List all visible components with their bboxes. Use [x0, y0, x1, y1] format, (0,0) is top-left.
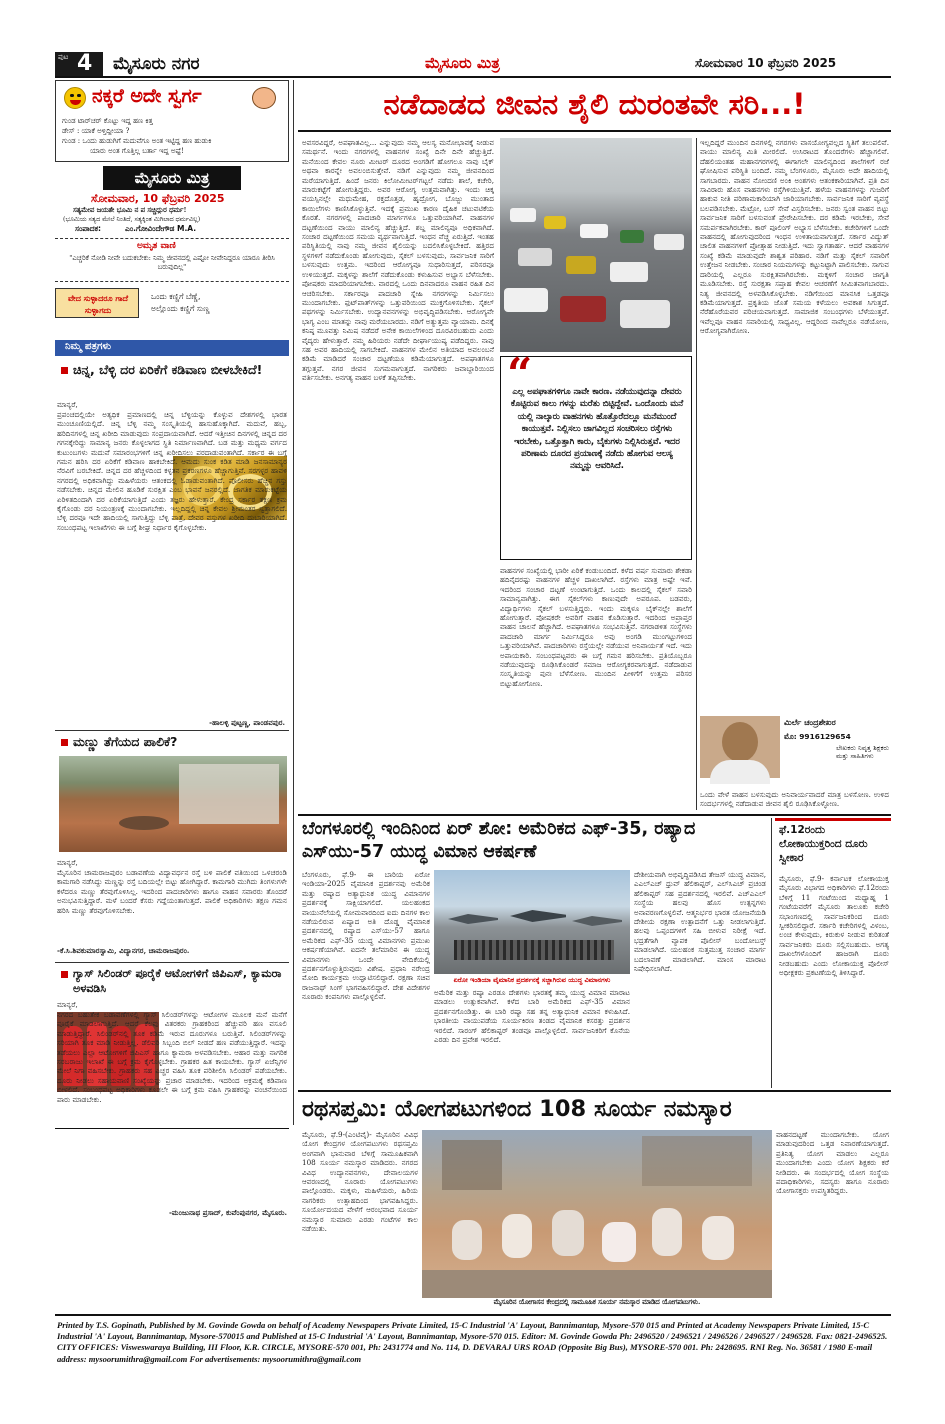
bullet-square-icon	[61, 367, 68, 374]
fighter-jets-photo	[434, 870, 630, 974]
traffic-jam-photo	[500, 138, 692, 352]
author-photo	[700, 716, 780, 778]
page-number: 4	[77, 51, 93, 76]
column-rule	[771, 818, 772, 1088]
editor-label: ಸಂಪಾದಕ:	[75, 224, 101, 233]
airshow-headline: ಬೆಂಗಳೂರಲ್ಲಿ ಇಂದಿನಿಂದ ಏರ್ ಶೋ: ಅಮೆರಿಕದ ಎಫ್-35, ರಷ್ಯಾದ ಎಸ್‌ಯು-57 ಯುದ್ಧ ವಿಮಾನ ಆಕರ್ಷಣೆ	[302, 819, 696, 862]
column-rule	[293, 80, 294, 1125]
airshow-body-col-1: ಬೆಂಗಳೂರು, ಫೆ.9- ಈ ಬಾರಿಯ ಏರೋ ಇಂಡಿಯಾ-2025 ವೈಮಾನಿಕ ಪ್ರದರ್ಶನವು ಅಮೆರಿಕ ಮತ್ತು ರಷ್ಯಾದ ಅತ್ಯಾಧುನಿಕ ಯುದ್ಧ ವಿಮಾನಗಳ ಪ್ರದರ್ಶನಕ್ಕೆ ಸಾಕ್ಷಿಯಾಗಲಿದೆ. ಯಲಹಂಕದ ವಾಯುನೆಲೆಯಲ್ಲಿ ಸೋಮವಾರದಿಂದ ಐದು ದಿನಗಳ ಕಾಲ ನಡೆಯಲಿರುವ ಏಷ್ಯಾದ ಅತಿ ದೊಡ್ಡ ವೈಮಾನಿಕ ಪ್ರದರ್ಶನದಲ್ಲಿ ರಷ್ಯಾದ ಎಸ್‌ಯು-57 ಹಾಗೂ ಅಮೆರಿಕದ ಎಫ್-35 ಯುದ್ಧ ವಿಮಾನಗಳು ಪ್ರಮುಖ ಆಕರ್ಷಣೆಯಾಗಿವೆ. ಐದನೇ ತಲೆಮಾರಿನ ಈ ಯುದ್ಧ ವಿಮಾನಗಳು ಒಂದೇ ವೇದಿಕೆಯಲ್ಲಿ ಪ್ರದರ್ಶನಗೊಳ್ಳುತ್ತಿರುವುದು ವಿಶೇಷ. ಪ್ರಧಾನಿ ನರೇಂದ್ರ ಮೋದಿ ಕಾರ್ಯಕ್ರಮ ಉದ್ಘಾಟಿಸಲಿದ್ದಾರೆ. ರಕ್ಷಣಾ ಸಚಿವ ರಾಜನಾಥ್ ಸಿಂಗ್ ಭಾಗವಹಿಸಲಿದ್ದಾರೆ. ದೇಶ ವಿದೇಶಗಳ ನೂರಾರು ಕಂಪನಿಗಳು ಪಾಲ್ಗೊಳ್ಳಲಿವೆ.	[302, 870, 433, 1002]
lead-body-col-1: ಅವಸರವಿದ್ದರೆ, ಅಪಘಾತವಿಲ್ಲ... ಎನ್ನುವುದು ನಮ್ಮ ಆಲಸ್ಯ ಮನೋಭಾವಕ್ಕೆ ನೀಡುವ ಸಮರ್ಥನೆ. ಇಂದು ನಗರಗಳಲ್ಲಿ ವಾಹನಗಳ ಸಂಖ್ಯೆ ದಿನೇ ದಿನೇ ಹೆಚ್ಚುತ್ತಿದೆ. ಮನೆಯಿಂದ ಕೇವಲ ನೂರು ಮೀಟರ್ ದೂರದ ಅಂಗಡಿಗೆ ಹೋಗಲೂ ನಾವು ಬೈಕ್ ಅಥವಾ ಕಾರನ್ನೇ ಅವಲಂಬಿಸುತ್ತೇವೆ. ನಡಿಗೆ ಎನ್ನುವುದು ನಮ್ಮ ಜೀವನದಿಂದ ಮರೆಯಾಗುತ್ತಿದೆ. ಹಿಂದೆ ಜನರು ಕಿಲೋಮೀಟರ್‌ಗಟ್ಟಲೆ ನಡೆದು ಶಾಲೆ, ಕಚೇರಿ, ಮಾರುಕಟ್ಟೆಗೆ ಹೋಗುತ್ತಿದ್ದರು. ಅವರ ಆರೋಗ್ಯ ಉತ್ತಮವಾಗಿತ್ತು. ಇಂದು ಚಿಕ್ಕ ವಯಸ್ಸಿನಲ್ಲೇ ಮಧುಮೇಹ, ರಕ್ತದೊತ್ತಡ, ಹೃದ್ರೋಗ, ಬೊಜ್ಜು ಮುಂತಾದ ಕಾಯಿಲೆಗಳು ಕಾಣಿಸಿಕೊಳ್ಳುತ್ತಿವೆ. ಇದಕ್ಕೆ ಪ್ರಮುಖ ಕಾರಣ ದೈಹಿಕ ಚಟುವಟಿಕೆಯ ಕೊರತೆ. ನಗರಗಳಲ್ಲಿ ಪಾದಚಾರಿ ಮಾರ್ಗಗಳೂ ಒತ್ತುವರಿಯಾಗಿವೆ. ವಾಹನಗಳ ದಟ್ಟಣೆಯಿಂದ ವಾಯು ಮಾಲಿನ್ಯ ಹೆಚ್ಚುತ್ತಿದೆ. ಶಬ್ದ ಮಾಲಿನ್ಯವೂ ಅಧಿಕವಾಗಿದೆ. ಸಂಚಾರ ದಟ್ಟಣೆಯಿಂದ ಸಮಯ ವ್ಯರ್ಥವಾಗುತ್ತಿದೆ. ಇಂಧನ ವೆಚ್ಚ ಏರುತ್ತಿದೆ. ಇಂತಹ ಪರಿಸ್ಥಿತಿಯಲ್ಲಿ ನಾವು ನಮ್ಮ ಜೀವನ ಶೈಲಿಯನ್ನು ಬದಲಿಸಿಕೊಳ್ಳಬೇಕಿದೆ. ಹತ್ತಿರದ ಸ್ಥಳಗಳಿಗೆ ನಡೆದುಕೊಂಡು ಹೋಗುವುದು, ಸೈಕಲ್ ಬಳಸುವುದು, ಸಾರ್ವಜನಿಕ ಸಾರಿಗೆ ಬಳಸುವುದು ಉತ್ತಮ. ಇದರಿಂದ ಆರೋಗ್ಯವೂ ಸುಧಾರಿಸುತ್ತದೆ, ಪರಿಸರವೂ ಉಳಿಯುತ್ತದೆ. ಮಕ್ಕಳನ್ನು ಶಾಲೆಗೆ ನಡೆದುಕೊಂಡು ಕಳುಹಿಸುವ ಅಭ್ಯಾಸ ಬೆಳೆಸಬೇಕು. ಪೋಷಕರು ಮಾದರಿಯಾಗಬೇಕು. ವಾರದಲ್ಲಿ ಒಂದು ದಿನವಾದರೂ ವಾಹನ ರಹಿತ ದಿನ ಆಚರಿಸಬೇಕು. ಸರ್ಕಾರವೂ ಪಾದಚಾರಿ ಸ್ನೇಹಿ ನಗರಗಳನ್ನು ನಿರ್ಮಿಸಲು ಮುಂದಾಗಬೇಕು. ಫುಟ್‌ಪಾತ್‌ಗಳನ್ನು ಒತ್ತುವರಿಯಿಂದ ಮುಕ್ತಗೊಳಿಸಬೇಕು. ಸೈಕಲ್ ಪಥಗಳನ್ನು ನಿರ್ಮಿಸಬೇಕು. ಉದ್ಯಾನವನಗಳನ್ನು ಅಭಿವೃದ್ಧಿಪಡಿಸಬೇಕು. ಆರೋಗ್ಯವೇ ಭಾಗ್ಯ ಎಂಬ ಮಾತನ್ನು ನಾವು ಮರೆಯಬಾರದು. ನಡಿಗೆ ಅತ್ಯುತ್ತಮ ವ್ಯಾಯಾಮ. ದಿನಕ್ಕೆ ಕನಿಷ್ಠ ಮೂವತ್ತು ನಿಮಿಷ ನಡೆದರೆ ಅನೇಕ ಕಾಯಿಲೆಗಳಿಂದ ದೂರವಿರಬಹುದು ಎಂದು ವೈದ್ಯರು ಹೇಳುತ್ತಾರೆ. ನಮ್ಮ ಹಿರಿಯರು ನಡೆದೇ ದೀರ್ಘಾಯುಷ್ಯ ಪಡೆದಿದ್ದರು. ನಾವು ಸಹ ಅವರ ಹಾದಿಯಲ್ಲಿ ಸಾಗಬೇಕಿದೆ. ವಾಹನಗಳ ಮೇಲಿನ ಅತಿಯಾದ ಅವಲಂಬನೆ ಕಡಿಮೆ ಮಾಡಿದರೆ ಸಂಚಾರ ದಟ್ಟಣೆಯೂ ಕಡಿಮೆಯಾಗುತ್ತದೆ. ಅಪಘಾತಗಳೂ ತಗ್ಗುತ್ತವೆ. ನಗರ ಜೀವನ ಸುಗಮವಾಗುತ್ತದೆ. ನಾಗರಿಕರು ಜವಾಬ್ದಾರಿಯಿಂದ ವರ್ತಿಸಬೇಕು. ಅನಗತ್ಯ ವಾಹನ ಬಳಕೆ ತಪ್ಪಿಸಬೇಕು.	[302, 138, 497, 383]
lokayukta-headline-box	[775, 818, 891, 868]
page-number-box	[55, 52, 103, 76]
letter-1	[55, 362, 289, 732]
joke-line: ಯಾರು ಅಂತ ಗೊತ್ತಿಲ್ಲ ಬರ್ತಾ ಇದ್ದ ಅಷ್ಟೆ!	[90, 147, 184, 155]
letter-title: ಚಿನ್ನ, ಬೆಳ್ಳಿ ದರ ಏರಿಕೆಗೆ ಕಡಿವಾಣ ಬೀಳಬೇಕಿದೆ!	[73, 362, 263, 377]
proverb-line-1: ಒಂದು ಕಣ್ಣಿಗೆ ಬೆಣ್ಣೆ,	[151, 292, 201, 301]
letter-salutation: ಮಾನ್ಯರೆ,	[57, 858, 78, 867]
lead-body-col-2: ವಾಹನಗಳ ಸಂಖ್ಯೆಯಲ್ಲಿ ಭಾರೀ ಏರಿಕೆ ಕಂಡುಬಂದಿದೆ. ಕಳೆದ ವರ್ಷ ಸುಮಾರು ಶೇಕಡಾ ಹದಿನೈದರಷ್ಟು ವಾಹನಗಳ ಹೆಚ್ಚಳ ದಾಖಲಾಗಿದೆ. ರಸ್ತೆಗಳು ಮಾತ್ರ ಅಷ್ಟೇ ಇವೆ. ಇದರಿಂದ ಸಂಚಾರ ದಟ್ಟಣೆ ಉಂಟಾಗುತ್ತಿದೆ. ಒಂದು ಕಾಲದಲ್ಲಿ ಸೈಕಲ್ ಸವಾರಿ ಸಾಮಾನ್ಯವಾಗಿತ್ತು. ಈಗ ಸೈಕಲ್‌ಗಳು ಕಾಣುವುದೇ ಅಪರೂಪ. ಬಡವರು, ವಿದ್ಯಾರ್ಥಿಗಳು ಸೈಕಲ್ ಬಳಸುತ್ತಿದ್ದರು. ಇಂದು ಮಕ್ಕಳೂ ಬೈಕ್‌ನಲ್ಲೇ ಶಾಲೆಗೆ ಹೋಗುತ್ತಾರೆ. ಪೋಷಕರೇ ಅವರಿಗೆ ವಾಹನ ಕೊಡಿಸುತ್ತಾರೆ. ಇದರಿಂದ ಅಪ್ರಾಪ್ತರ ವಾಹನ ಚಾಲನೆ ಹೆಚ್ಚಾಗಿದೆ. ಅಪಘಾತಗಳೂ ಸಂಭವಿಸುತ್ತಿವೆ. ನಗರಾಡಳಿತ ಸಂಸ್ಥೆಗಳು ಪಾದಚಾರಿ ಮಾರ್ಗ ನಿರ್ಮಿಸಿದ್ದರೂ ಅವು ಅಂಗಡಿ ಮುಂಗಟ್ಟುಗಳಿಂದ ಒತ್ತುವರಿಯಾಗಿವೆ. ಪಾದಚಾರಿಗಳು ರಸ್ತೆಯಲ್ಲೇ ನಡೆಯುವ ಅನಿವಾರ್ಯತೆ ಇದೆ. ಇದು ಅಪಾಯಕಾರಿ. ಸಂಬಂಧಪಟ್ಟವರು ಈ ಬಗ್ಗೆ ಗಮನ ಹರಿಸಬೇಕು. ಪ್ರತಿಯೊಬ್ಬರೂ ನಡೆಯುವುದನ್ನು ರೂಢಿಸಿಕೊಂಡರೆ ಸಮಾಜ ಆರೋಗ್ಯಕರವಾಗುತ್ತದೆ. ನಡೆದಾಡುವ ಸಂಸ್ಕೃತಿಯನ್ನು ಪುನಃ ಬೆಳೆಸೋಣ. ಮುಂದಿನ ಪೀಳಿಗೆಗೆ ಉತ್ತಮ ಪರಿಸರ ಬಿಟ್ಟುಹೋಗೋಣ.	[500, 566, 695, 688]
yoga-session-photo	[422, 1130, 772, 1298]
section-rule	[298, 814, 891, 816]
pull-quote-box	[500, 349, 692, 560]
letter-title: ಗ್ಯಾಸ್ ಸಿಲಿಂಡರ್ ಪೂರೈಕೆ ಆಟೋಗಳಿಗೆ ಜಿಪಿಎಸ್, ಕ್ಯಾಮರಾ ಅಳವಡಿಸಿ	[73, 967, 282, 995]
divider	[55, 730, 289, 731]
cartoon-face-icon	[252, 87, 276, 109]
soil-heap-photo	[59, 756, 287, 852]
yoga-caption: ಮೈಸೂರಿನ ಯೋಗಾಸನ ಕೇಂದ್ರದಲ್ಲಿ ಸಾಮೂಹಿಕ ಸೂರ್ಯ ನಮಸ್ಕಾರ ಮಾಡಿದ ಯೋಗಪಟುಗಳು.	[493, 1298, 701, 1306]
motto-line: ಸತ್ಯಮೇವ ಜಯತೇ ಭೂಮಿ ನ ಪ ಸಚ್ಚಿದ್ಗುರ ಧರ್ಮ!	[73, 206, 187, 214]
letter-signature: -ಕೆ.ಸಿ.ಶಿವಕುಮಾರಸ್ವಾಮಿ, ವಿದ್ಯಾನಗರ, ಚಾಮರಾಜಪುರಂ.	[57, 946, 190, 955]
page-label: ಪುಟ	[58, 53, 69, 61]
amrutha-text: "ಎಚ್ಚರಿಕೆ ನೋಡಿ ನೀವೇ ಬದುಕಬೇಕು: ನಿಮ್ಮ ಜೀವನದಲ್ಲಿ ಎಷ್ಟೋ ನೀವೇನಿದ್ದರೂ ಯಾರೂ ತೀರಿಸಿ ಬರುವುದಿಲ್ಲ"	[69, 254, 277, 272]
author-box	[700, 716, 892, 786]
lead-body-tail: ಒಂದು ವೇಳೆ ವಾಹನ ಬಳಸುವುದು ಅನಿವಾರ್ಯವಾದರೆ ಮಾತ್ರ ಬಳಸೋಣ. ಉಳಿದ ಸಂದರ್ಭಗಳಲ್ಲಿ ನಡೆದಾಡುವ ಜೀವನ ಶೈಲಿ ರೂಢಿಸಿಕೊಳ್ಳೋಣ.	[700, 790, 892, 809]
letter-body: ನಗರದ ಬಹುತೇಕ ಬಡಾವಣೆಗಳಲ್ಲಿ ಗ್ಯಾಸ್ ಸಿಲಿಂಡರ್‌ಗಳನ್ನು ಆಟೋಗಳ ಮೂಲಕ ಮನೆ ಮನೆಗೆ ಪೂರೈಕೆ ಮಾಡಲಾಗುತ್ತಿದೆ. ಆದರೆ ಕೆಲವು ವಿತರಕರು ಗ್ರಾಹಕರಿಂದ ಹೆಚ್ಚುವರಿ ಹಣ ವಸೂಲಿ ಮಾಡುತ್ತಿದ್ದಾರೆ. ಸಿಲಿಂಡರ್‌ನಲ್ಲಿ ತೂಕ ಕಡಿಮೆ ಇರುವ ದೂರುಗಳೂ ಬರುತ್ತಿವೆ. ಸಿಲಿಂಡರ್‌ಗಳನ್ನು ಸರಿಯಾಗಿ ತೂಕ ಮಾಡಿ ನೀಡುತ್ತಿಲ್ಲ. ಡೆಲಿವರಿ ಸಿಬ್ಬಂದಿ ಬಿಲ್ ನೀಡದೆ ಹಣ ಪಡೆಯುತ್ತಿದ್ದಾರೆ. ಇದನ್ನು ತಡೆಯಲು ಎಲ್ಲಾ ಆಟೋಗಳಿಗೆ ಜಿಪಿಎಸ್ ಹಾಗೂ ಕ್ಯಾಮರಾ ಅಳವಡಿಸಬೇಕು. ಆಹಾರ ಮತ್ತು ನಾಗರಿಕ ಸರಬರಾಜು ಇಲಾಖೆ ಈ ಬಗ್ಗೆ ಕ್ರಮ ಕೈಗೊಳ್ಳಬೇಕು. ಗ್ರಾಹಕರ ಹಿತ ಕಾಯಬೇಕು. ಗ್ಯಾಸ್ ಏಜೆನ್ಸಿಗಳ ಮೇಲೆ ನಿಗಾ ವಹಿಸಬೇಕು. ಗ್ರಾಹಕರು ಸಹ ಎಚ್ಚರ ವಹಿಸಿ ತೂಕ ಪರಿಶೀಲಿಸಿ ಸಿಲಿಂಡರ್ ಪಡೆಯಬೇಕು. ದೂರು ನೀಡಲು ಸಹಾಯವಾಣಿ ಸಂಖ್ಯೆಯನ್ನು ಪ್ರಚಾರ ಮಾಡಬೇಕು. ಇದರಿಂದ ಅಕ್ರಮಕ್ಕೆ ಕಡಿವಾಣ ಬೀಳಲಿದೆ. ಸಂಬಂಧಪಟ್ಟ ಅಧಿಕಾರಿಗಳು ಕೂಡಲೇ ಈ ಬಗ್ಗೆ ಕ್ರಮ ವಹಿಸಿ ಗ್ರಾಹಕರನ್ನು ವಂಚನೆಯಿಂದ ಪಾರು ಮಾಡಬೇಕು.	[57, 1010, 290, 1104]
paper-name: ಮೈಸೂರು ಮಿತ್ರ	[425, 54, 500, 72]
divider	[55, 962, 289, 963]
section-name: ಮೈಸೂರು ನಗರ	[113, 54, 200, 74]
joke-line: ಗುಂಡ ಟಾರ್‌ಚರ್ ಕೊಟ್ಟು ಇದ್ದ ಹಣ ಕಿತ್ತ	[62, 117, 153, 125]
author-phone: ಮೊ: 9916129654	[784, 732, 851, 741]
letter-title: ಮಣ್ಣು ತೆಗೆಯದ ಪಾಲಿಕೆ?	[73, 734, 178, 749]
proverb-label-text: ವೇದ ಸುಳ್ಳಾದರೂ ಗಾದೆ ಸುಳ್ಳಾಗದು	[67, 293, 131, 315]
lokayukta-headline: ಫೆ.12ರಂದು ಲೋಕಾಯುಕ್ತರಿಂದ ದೂರು ಸ್ವೀಕಾರ	[779, 824, 868, 864]
paper-logo	[103, 166, 241, 190]
imprint-rule	[55, 1128, 289, 1129]
letter-body: ಮೈಸೂರಿನ ಚಾಮರಾಜಪುರಂ ಬಡಾವಣೆಯ ವಿದ್ಯಾವರ್ಧನ ರಸ್ತೆ ಬಳಿ ಪಾಲಿಕೆ ವತಿಯಿಂದ ಒಳಚರಂಡಿ ಕಾಮಗಾರಿ ನಡೆಸಿದ್ದು ಮಣ್ಣನ್ನು ರಸ್ತೆ ಬದಿಯಲ್ಲೇ ಬಿಟ್ಟು ಹೋಗಿದ್ದಾರೆ. ಕಾಮಗಾರಿ ಮುಗಿದು ತಿಂಗಳುಗಳೇ ಕಳೆದರೂ ಮಣ್ಣು ತೆರವುಗೊಳಿಸಿಲ್ಲ. ಇದರಿಂದ ಪಾದಚಾರಿಗಳು ಹಾಗೂ ವಾಹನ ಸವಾರರು ತೊಂದರೆ ಅನುಭವಿಸುತ್ತಿದ್ದಾರೆ. ಮಳೆ ಬಂದರೆ ಕೆಸರು ಗದ್ದೆಯಂತಾಗುತ್ತದೆ. ಪಾಲಿಕೆ ಅಧಿಕಾರಿಗಳು ತಕ್ಷಣ ಗಮನ ಹರಿಸಿ ಮಣ್ಣು ತೆರವುಗೊಳಿಸಬೇಕು.	[57, 868, 290, 915]
issue-date: ಸೋಮವಾರ 10 ಫೆಬ್ರವರಿ 2025	[695, 56, 837, 70]
joke-line: ಗುಂಡ : ಒಂದು ಹುಡುಗಿಗೆ ಮದುವೆಗೂ ಅಂತ ಇಟ್ಟಿದ್ದ ಹಣ ಹುಡುಕಿ	[62, 137, 212, 145]
lokayukta-article	[775, 818, 891, 1088]
yoga-body-col-1: ಮೈಸೂರು, ಫೆ.9-(ಎಂಟಿವೈ)- ಮೈಸೂರಿನ ವಿವಿಧ ಯೋಗ ಕೇಂದ್ರಗಳ ಯೋಗಪಟುಗಳು ರಥಸಪ್ತಮಿ ಅಂಗವಾಗಿ ಭಾನುವಾರ ಬೆಳಿಗ್ಗೆ ಸಾಮೂಹಿಕವಾಗಿ 108 ಸೂರ್ಯ ನಮಸ್ಕಾರ ಮಾಡಿದರು. ನಗರದ ವಿವಿಧ ಉದ್ಯಾನವನಗಳು, ದೇವಾಲಯಗಳ ಆವರಣದಲ್ಲಿ ನೂರಾರು ಯೋಗಪಟುಗಳು ಪಾಲ್ಗೊಂಡರು. ಮಕ್ಕಳು, ಮಹಿಳೆಯರು, ಹಿರಿಯ ನಾಗರಿಕರು ಉತ್ಸಾಹದಿಂದ ಭಾಗವಹಿಸಿದ್ದರು. ಸೂರ್ಯೋದಯದ ವೇಳೆಗೆ ಆರಂಭವಾದ ಸೂರ್ಯ ನಮಸ್ಕಾರ ಸುಮಾರು ಎರಡು ಗಂಟೆಗಳ ಕಾಲ ನಡೆಯಿತು.	[302, 1130, 421, 1234]
column-rule	[696, 138, 697, 810]
paper-box-date: ಸೋಮವಾರ, 10 ಫೆಬ್ರವರಿ 2025	[91, 192, 225, 205]
yoga-headline: ರಥಸಪ್ತಮಿ: ಯೋಗಪಟುಗಳಿಂದ 108 ಸೂರ್ಯ ನಮಸ್ಕಾರ	[302, 1096, 732, 1122]
lokayukta-body: ಮೈಸೂರು, ಫೆ.9- ಕರ್ನಾಟಕ ಲೋಕಾಯುಕ್ತ ಮೈಸೂರು ವಿಭಾಗದ ಅಧಿಕಾರಿಗಳು ಫೆ.12ರಂದು ಬೆಳಿಗ್ಗೆ 11 ಗಂಟೆಯಿಂದ ಮಧ್ಯಾಹ್ನ 1 ಗಂಟೆಯವರೆಗೆ ಮೈಸೂರು ತಾಲೂಕು ಕಚೇರಿ ಸಭಾಂಗಣದಲ್ಲಿ ಸಾರ್ವಜನಿಕರಿಂದ ದೂರು ಸ್ವೀಕರಿಸಲಿದ್ದಾರೆ. ಸರ್ಕಾರಿ ಕಚೇರಿಗಳಲ್ಲಿ ವಿಳಂಬ, ಲಂಚ ಕೇಳುವುದು, ಕಿರುಕುಳ ನೀಡುವ ಕುರಿತಂತೆ ಸಾರ್ವಜನಿಕರು ದೂರು ಸಲ್ಲಿಸಬಹುದು. ಅಗತ್ಯ ದಾಖಲೆಗಳೊಂದಿಗೆ ಹಾಜರಾಗಿ ದೂರು ನೀಡಬಹುದು ಎಂದು ಲೋಕಾಯುಕ್ತ ಪೊಲೀಸ್ ಅಧೀಕ್ಷಕರು ಪ್ರಕಟಣೆಯಲ್ಲಿ ತಿಳಿಸಿದ್ದಾರೆ.	[779, 874, 892, 978]
joke-box	[55, 80, 289, 162]
quote-mark-icon: “	[507, 349, 533, 400]
letter-salutation: ಮಾನ್ಯರೆ,	[57, 1000, 78, 1009]
author-name-bar	[700, 778, 820, 786]
yoga-article	[298, 1094, 891, 1308]
proverb-box	[55, 286, 289, 320]
lead-article	[298, 82, 891, 812]
airshow-article	[298, 818, 768, 1088]
yoga-body-col-3: ವಾಹನದಟ್ಟಣೆ ಮುಂದಾಗಬೇಕು. ಯೋಗ ಮಾಡುವುದರಿಂದ ಒತ್ತಡ ನಿವಾರಣೆಯಾಗುತ್ತದೆ. ಪ್ರತಿನಿತ್ಯ ಯೋಗ ಮಾಡಲು ಎಲ್ಲರೂ ಮುಂದಾಗಬೇಕು ಎಂದು ಯೋಗ ಶಿಕ್ಷಕರು ಕರೆ ನೀಡಿದರು. ಈ ಸಂದರ್ಭದಲ್ಲಿ ಯೋಗ ಸಂಸ್ಥೆಯ ಪದಾಧಿಕಾರಿಗಳು, ಸದಸ್ಯರು ಹಾಗೂ ನೂರಾರು ಯೋಗಾಸಕ್ತರು ಉಪಸ್ಥಿತರಿದ್ದರು.	[776, 1130, 892, 1196]
red-stripe	[775, 818, 891, 821]
joke-title: ನಕ್ಕರೆ ಅದೇ ಸ್ವರ್ಗ	[92, 85, 202, 107]
airshow-caption: ಏರೋ ಇಂಡಿಯಾ ವೈಮಾನಿಕ ಪ್ರದರ್ಶನಕ್ಕೆ ಸಜ್ಜಾಗಿರುವ ಯುದ್ಧ ವಿಮಾನಗಳು	[453, 976, 611, 984]
imprint-block	[55, 1314, 891, 1378]
amrutha-title: ಅಮೃತ ವಾಣಿ	[137, 241, 176, 251]
lead-headline: ನಡೆದಾಡದ ಜೀವನ ಶೈಲಿ ದುರಂತವೇ ಸರಿ...!	[383, 87, 806, 121]
headline-rule	[298, 130, 891, 132]
proverb-line-2: ಅಲ್ಲೊಂದು ಕಣ್ಣಿಗೆ ಸುಣ್ಣ	[151, 304, 210, 313]
letter-body: ಪ್ರಪಂಚದಲ್ಲಿಯೇ ಅತ್ಯಧಿಕ ಪ್ರಮಾಣದಲ್ಲಿ ಚಿನ್ನ ಬೆಳ್ಳಿಯನ್ನು ಕೊಳ್ಳುವ ದೇಶಗಳಲ್ಲಿ ಭಾರತ ಮುಂಚೂಣಿಯಲ್ಲಿದೆ. ಚಿನ್ನ ಬೆಳ್ಳಿ ನಮ್ಮ ಸಂಸ್ಕೃತಿಯಲ್ಲಿ ಹಾಸುಹೊಕ್ಕಾಗಿದೆ. ಮದುವೆ, ಹಬ್ಬ, ಹರಿದಿನಗಳಲ್ಲಿ ಚಿನ್ನ ಖರೀದಿ ಮಾಡುವುದು ಸಂಪ್ರದಾಯವಾಗಿದೆ. ಆದರೆ ಇತ್ತೀಚಿನ ದಿನಗಳಲ್ಲಿ ಚಿನ್ನದ ದರ ಗಗನಕ್ಕೇರಿದ್ದು ಸಾಮಾನ್ಯ ಜನರು ಕೊಳ್ಳಲಾಗದ ಸ್ಥಿತಿ ನಿರ್ಮಾಣವಾಗಿದೆ. ಬಡ ಮತ್ತು ಮಧ್ಯಮ ವರ್ಗದ ಕುಟುಂಬಗಳು ಮದುವೆ ಸಮಾರಂಭಗಳಿಗೆ ಚಿನ್ನ ಖರೀದಿಸಲು ಪರದಾಡುವಂತಾಗಿದೆ. ಸರ್ಕಾರ ಈ ಬಗ್ಗೆ ಗಮನ ಹರಿಸಿ ದರ ಏರಿಕೆಗೆ ಕಡಿವಾಣ ಹಾಕಬೇಕಿದೆ. ಆಮದು ಸುಂಕ ಕಡಿತ ಮಾಡಿ ಜನಸಾಮಾನ್ಯರ ನೆರವಿಗೆ ಬರಬೇಕಿದೆ. ಚಿನ್ನದ ದರ ಹೆಚ್ಚಳದಿಂದ ಕಳ್ಳತನ ಪ್ರಕರಣಗಳೂ ಹೆಚ್ಚಾಗುತ್ತಿವೆ. ಸರಗಳ್ಳರ ಹಾವಳಿ ನಗರದಲ್ಲಿ ಅಧಿಕವಾಗಿದ್ದು ಮಹಿಳೆಯರು ಆತಂಕದಲ್ಲಿ ಓಡಾಡುವಂತಾಗಿದೆ. ಪೊಲೀಸರು ಹೆಚ್ಚಿನ ಗಸ್ತು ನಡೆಸಬೇಕು. ಚಿನ್ನದ ಮೇಲಿನ ಹೂಡಿಕೆ ಸುರಕ್ಷಿತ ಎಂಬ ಭಾವನೆ ಜನರಲ್ಲಿದೆ. ಜಾಗತಿಕ ಮಾರುಕಟ್ಟೆಯ ಏರಿಳಿತದಿಂದಾಗಿ ದರ ಏರಿಕೆಯಾಗುತ್ತಿದೆ ಎಂದು ತಜ್ಞರು ಹೇಳುತ್ತಾರೆ. ಕೇಂದ್ರ ಸರ್ಕಾರ ತಕ್ಷಣ ಕ್ರಮ ಕೈಗೊಂಡು ದರ ನಿಯಂತ್ರಣಕ್ಕೆ ಮುಂದಾಗಬೇಕು. ಇಲ್ಲದಿದ್ದಲ್ಲಿ ಚಿನ್ನ ಕೇವಲ ಶ್ರೀಮಂತರ ಸ್ವತ್ತಾಗಲಿದೆ. ಬೆಳ್ಳಿ ದರವೂ ಇದೇ ಹಾದಿಯಲ್ಲಿ ಸಾಗುತ್ತಿದ್ದು ಬೆಳ್ಳಿ ಪಾತ್ರೆ, ದೇವರ ವಸ್ತುಗಳ ಖರೀದಿ ದುಬಾರಿಯಾಗಿದೆ. ಸಂಬಂಧಪಟ್ಟ ಇಲಾಖೆಗಳು ಈ ಬಗ್ಗೆ ಶೀಘ್ರ ನಿರ್ಧಾರ ಕೈಗೊಳ್ಳಬೇಕು.	[57, 410, 290, 532]
imprint-text: Printed by T.S. Gopinath, Published by M. Govinde Gowda on behalf of Academy Newspapers Private Limited, 15-C Industrial 'A' Layout, Bannimantap, Mysore-570 015 and Printed at Academy Newspapers Private Limited, 15-C Industrial 'A' Layout, Bannimantap, Mysore-570015 and Published at 15-C Industrial 'A' Layout, Bannimantap, Mysore-570 015. Editor: M. Govinde Gowda Ph: 2496520 / 2496521 / 2496526 / 2496527 / 2496528. Fax: 0821-2496525. CITY OFFICES: Visweswaraya Building, III Floor, K.R. CIRCLE, MYSORE-570 001, Ph: 2431774 and No. 114, D. DEVARAJ URS ROAD (Opposite Big Bus), MYSORE-570 001. Ph: 2428695. RNI Reg. No. 36581 / 1980 E-mail address: mysoorumithra@gmail.com For advertisements: mysoorumithra@gmail.com	[57, 1320, 890, 1364]
paper-info-box	[55, 166, 289, 232]
masthead	[55, 50, 891, 78]
author-note: ಲೇಖಕರು ನಿವೃತ್ತ ಶಿಕ್ಷಕರು ಮತ್ತು ಸಾಹಿತಿಗಳು	[836, 744, 892, 761]
letters-header	[55, 340, 289, 356]
bullet-square-icon	[61, 971, 68, 978]
joke-line: ಡೇಸ್ : ಯಾಕೆ ಅಳ್ತಿದ್ದೀಯಾ ?	[62, 127, 130, 135]
amrutha-vani-box	[55, 238, 289, 282]
pull-quote-text: ಎಲ್ಲ ಅಪಘಾತಗಳಿಗೂ ನಾವೇ ಕಾರಣ. ನಡೆಯುವುದನ್ನಾ ದೇವರು ಕೊಟ್ಟಿರುವ ಕಾಲು ಗಳನ್ನು ಮರೆತು ಬಿಟ್ಟಿದ್ದೇವೆ. ಒಂದೊಂದು ಮನೆ ಯಲ್ಲಿ ನಾಲ್ಕಾರು ವಾಹನಗಳು ಹೊತ್ತೊರೆದಲ್ಲೂ ಮನೆಮುಂದೆ ಕಾಯುತ್ತವೆ. ನಿಲ್ಲಿಸಲು ಜಾಗವಿಲ್ಲದ ಸಂಚರಿಸಲು ರಸ್ತೆಗಳು ಇರಬೇಕು, ಒತ್ತೊತ್ತಾಗಿ ಕಾರು, ಬೈಕುಗಳು ನಿಲ್ಲಿಸಿರುತ್ತವೆ. ಇದರ ಪರಿಣಾಮ ದೂರದ ಪ್ರಯಾಣಕ್ಕೆ ನಡೆದು ಹೋಗುವ ಆಲಸ್ಯ ನಮ್ಮನ್ನು ಆವರಿಸಿದೆ.	[510, 386, 684, 471]
letter-signature: -ಮಂಜುನಾಥ ಪ್ರಸಾದ್, ಕುವೆಂಪುನಗರ, ಮೈಸೂರು.	[168, 1208, 287, 1217]
airshow-body-col-3: ದೇಶೀಯವಾಗಿ ಅಭಿವೃದ್ಧಿಪಡಿಸಿದ ತೇಜಸ್ ಯುದ್ಧ ವಿಮಾನ, ಎಎಲ್‌ಎಚ್ ಧ್ರುವ್ ಹೆಲಿಕಾಪ್ಟರ್, ಎಲ್‌ಸಿಎಚ್ ಪ್ರಚಂಡ ಹೆಲಿಕಾಪ್ಟರ್ ಸಹ ಪ್ರದರ್ಶನದಲ್ಲಿ ಇರಲಿವೆ. ಎಚ್‌ಎಎಲ್ ಸಂಸ್ಥೆಯ ಹಲವು ಹೊಸ ಉತ್ಪನ್ನಗಳು ಅನಾವರಣಗೊಳ್ಳಲಿವೆ. ಆತ್ಮನಿರ್ಭರ ಭಾರತ ಯೋಜನೆಯಡಿ ದೇಶೀಯ ರಕ್ಷಣಾ ಉತ್ಪಾದನೆಗೆ ಒತ್ತು ನೀಡಲಾಗುತ್ತಿದೆ. ಹಲವು ಒಪ್ಪಂದಗಳಿಗೆ ಸಹಿ ಬೀಳುವ ನಿರೀಕ್ಷೆ ಇದೆ. ಭದ್ರತೆಗಾಗಿ ವ್ಯಾಪಕ ಪೊಲೀಸ್ ಬಂದೋಬಸ್ತ್ ಮಾಡಲಾಗಿದೆ. ಯಲಹಂಕ ಸುತ್ತಮುತ್ತ ಸಂಚಾರ ಮಾರ್ಗ ಬದಲಾವಣೆ ಮಾಡಲಾಗಿದೆ. ಮಾಂಸ ಮಾರಾಟ ನಿಷೇಧಿಸಲಾಗಿದೆ.	[634, 870, 769, 974]
letter-3	[55, 966, 289, 1224]
laughing-face-icon	[64, 87, 86, 109]
paper-logo-text: ಮೈಸೂರು ಮಿತ್ರ	[134, 169, 210, 187]
letter-signature: -ಹಾಲಳ್ಳಿ ಪುಟ್ಟಣ್ಣ, ಪಾಂಡವಪುರ.	[209, 718, 285, 727]
section-rule	[298, 1090, 891, 1092]
motto-translation: (ಭೂಮಿಯ ಸತ್ಯದ ಮೇಲೆ ನಿಂತಿದೆ, ಸತ್ಯಕ್ಕಿಂತ ಮಿಗಿಲಾದ ಧರ್ಮವಿಲ್ಲ)	[63, 216, 201, 223]
letters-header-text: ನಿಮ್ಮ ಪತ್ರಗಳು	[65, 341, 112, 352]
letter-2	[55, 734, 289, 962]
left-column	[55, 80, 290, 1217]
airshow-body-col-2: ಅಮೆರಿಕ ಮತ್ತು ರಷ್ಯಾ ಎರಡೂ ದೇಶಗಳು ಭಾರತಕ್ಕೆ ತಮ್ಮ ಯುದ್ಧ ವಿಮಾನ ಮಾರಾಟ ಮಾಡಲು ಉತ್ಸುಕವಾಗಿವೆ. ಕಳೆದ ಬಾರಿ ಅಮೆರಿಕದ ಎಫ್-35 ವಿಮಾನ ಪ್ರದರ್ಶನಗೊಂಡಿತ್ತು. ಈ ಬಾರಿ ರಷ್ಯಾ ಸಹ ತನ್ನ ಅತ್ಯಾಧುನಿಕ ವಿಮಾನ ಕಳುಹಿಸಿದೆ. ಭಾರತೀಯ ವಾಯುಪಡೆಯ ಸೂರ್ಯಕಿರಣ ತಂಡದ ವೈಮಾನಿಕ ಕಸರತ್ತು ಪ್ರದರ್ಶನ ಇರಲಿದೆ. ಸಾರಂಗ್ ಹೆಲಿಕಾಪ್ಟರ್ ತಂಡವೂ ಪಾಲ್ಗೊಳ್ಳಲಿದೆ. ಸಾರ್ವಜನಿಕರಿಗೆ ಕೊನೆಯ ಎರಡು ದಿನ ಪ್ರವೇಶ ಇರಲಿದೆ.	[434, 988, 633, 1045]
author-name: ಮಿರ್ಲೆ ಚಂದ್ರಶೇಖರ	[784, 718, 836, 727]
lead-body-col-3: ಇಲ್ಲದಿದ್ದರೆ ಮುಂದಿನ ದಿನಗಳಲ್ಲಿ ನಗರಗಳು ವಾಸಯೋಗ್ಯವಲ್ಲದ ಸ್ಥಿತಿಗೆ ತಲುಪಲಿವೆ. ವಾಯು ಮಾಲಿನ್ಯ ಮಿತಿ ಮೀರಲಿದೆ. ಉಸಿರಾಟದ ತೊಂದರೆಗಳು ಹೆಚ್ಚಾಗಲಿವೆ. ದೆಹಲಿಯಂತಹ ಮಹಾನಗರಗಳಲ್ಲಿ ಈಗಾಗಲೇ ಮಾಲಿನ್ಯದಿಂದ ಶಾಲೆಗಳಿಗೆ ರಜೆ ಘೋಷಿಸುವ ಪರಿಸ್ಥಿತಿ ಬಂದಿದೆ. ನಮ್ಮ ಬೆಂಗಳೂರು, ಮೈಸೂರು ಅದೇ ಹಾದಿಯಲ್ಲಿ ಸಾಗಬಾರದು. ವಾಹನ ನೋಂದಣಿ ಅಂಕಿ ಅಂಶಗಳು ಆತಂಕಕಾರಿಯಾಗಿವೆ. ಪ್ರತಿ ದಿನ ಸಾವಿರಾರು ಹೊಸ ವಾಹನಗಳು ರಸ್ತೆಗಿಳಿಯುತ್ತಿವೆ. ಹಳೆಯ ವಾಹನಗಳನ್ನು ಗುಜರಿಗೆ ಹಾಕುವ ನೀತಿ ಪರಿಣಾಮಕಾರಿಯಾಗಿ ಜಾರಿಯಾಗಬೇಕು. ಸಾರ್ವಜನಿಕ ಸಾರಿಗೆ ವ್ಯವಸ್ಥೆ ಬಲಪಡಿಸಬೇಕು. ಮೆಟ್ರೋ, ಬಸ್ ಸೇವೆ ವಿಸ್ತರಿಸಬೇಕು. ಜನರು ಸ್ವಂತ ವಾಹನ ಬಿಟ್ಟು ಸಾರ್ವಜನಿಕ ಸಾರಿಗೆ ಬಳಸುವಂತೆ ಪ್ರೇರೇಪಿಸಬೇಕು. ದರ ಕಡಿಮೆ ಇರಬೇಕು, ಸೇವೆ ಸಮರ್ಪಕವಾಗಿರಬೇಕು. ಕಾರ್ ಪೂಲಿಂಗ್ ಅಭ್ಯಾಸ ಬೆಳೆಸಬೇಕು. ಕಚೇರಿಗಳಿಗೆ ಒಂದೇ ವಾಹನದಲ್ಲಿ ಹೋಗುವುದರಿಂದ ಇಂಧನ ಉಳಿತಾಯವಾಗುತ್ತದೆ. ಸರ್ಕಾರ ವಿದ್ಯುತ್ ಚಾಲಿತ ವಾಹನಗಳಿಗೆ ಪ್ರೋತ್ಸಾಹ ನೀಡುತ್ತಿದೆ. ಇದು ಸ್ವಾಗತಾರ್ಹ. ಆದರೆ ವಾಹನಗಳ ಸಂಖ್ಯೆ ಕಡಿಮೆ ಮಾಡುವುದೇ ಶಾಶ್ವತ ಪರಿಹಾರ. ನಡಿಗೆ ಮತ್ತು ಸೈಕಲ್ ಸವಾರಿಗೆ ಉತ್ತೇಜನ ನೀಡಬೇಕು. ಸಂಚಾರ ನಿಯಮಗಳನ್ನು ಕಟ್ಟುನಿಟ್ಟಾಗಿ ಪಾಲಿಸಬೇಕು. ಸಾಗುವ ದಾರಿಯಲ್ಲಿ ಎಲ್ಲರೂ ಸುರಕ್ಷಿತವಾಗಿರಬೇಕು. ಮಕ್ಕಳಿಗೆ ಸಂಚಾರ ಜಾಗೃತಿ ಮೂಡಿಸಬೇಕು. ರಸ್ತೆ ಸುರಕ್ಷತಾ ಸಪ್ತಾಹ ಕೇವಲ ಆಚರಣೆಗೆ ಸೀಮಿತವಾಗಬಾರದು. ನಿತ್ಯ ಜೀವನದಲ್ಲಿ ಅಳವಡಿಸಿಕೊಳ್ಳಬೇಕು. ನಡಿಗೆಯಿಂದ ಮಾನಸಿಕ ಒತ್ತಡವೂ ಕಡಿಮೆಯಾಗುತ್ತದೆ. ಪ್ರಕೃತಿಯ ಜೊತೆ ಸಮಯ ಕಳೆಯಲು ಅವಕಾಶ ಸಿಗುತ್ತದೆ. ನೆರೆಹೊರೆಯವರ ಪರಿಚಯವಾಗುತ್ತದೆ. ಸಾಮಾಜಿಕ ಸಂಬಂಧಗಳು ಬೆಳೆಯುತ್ತವೆ. ಇವೆಲ್ಲವೂ ವಾಹನ ಸವಾರಿಯಲ್ಲಿ ಸಾಧ್ಯವಿಲ್ಲ. ಆದ್ದರಿಂದ ನಾವೆಲ್ಲರೂ ನಡೆಯೋಣ, ಆರೋಗ್ಯವಾಗಿರೋಣ.	[700, 138, 892, 336]
proverb-label	[55, 288, 139, 318]
letter-salutation: ಮಾನ್ಯರೆ,	[57, 400, 78, 409]
bullet-square-icon	[61, 739, 68, 746]
editor-name: ಎಂ.ಗೋವಿಂದೇಗೌಡ M.A.	[125, 224, 197, 233]
